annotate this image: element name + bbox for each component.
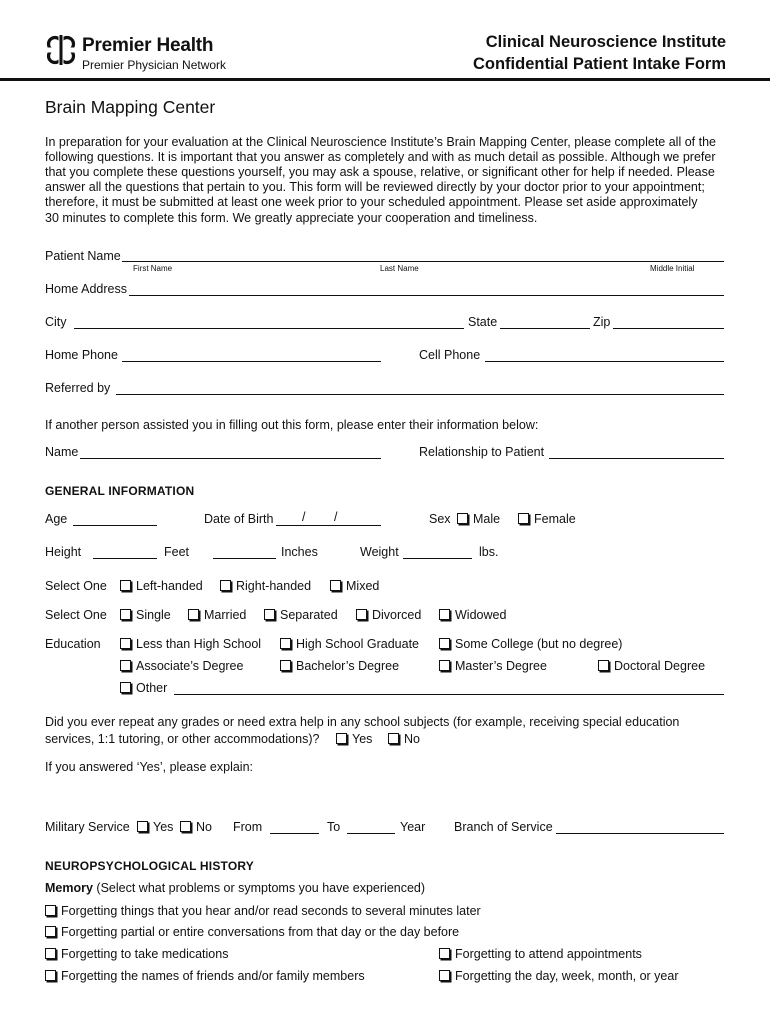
option-label: Mixed <box>346 579 380 593</box>
cell-phone-label: Cell Phone <box>419 348 481 362</box>
military-to-field[interactable] <box>347 833 395 834</box>
option-label: Associate’s Degree <box>136 659 244 673</box>
weight-field[interactable] <box>403 558 472 559</box>
patient-name-field[interactable] <box>122 261 724 262</box>
option-label: Right-handed <box>236 579 312 593</box>
intro-line: that you complete these questions yourself, you may ask a spouse, relative, or significant other for help if needed. Please <box>45 165 715 179</box>
memory-label: Memory <box>45 881 93 895</box>
city-field[interactable] <box>74 328 464 329</box>
checkbox-icon[interactable] <box>120 609 131 620</box>
option-label: No <box>404 732 420 746</box>
inches-label: Inches <box>281 545 318 559</box>
referred-by-field[interactable] <box>116 394 724 395</box>
form-title-line2: Confidential Patient Intake Form <box>472 55 726 73</box>
checkbox-icon[interactable] <box>220 580 231 591</box>
checkbox-icon[interactable] <box>120 638 131 649</box>
assistant-name-label: Name <box>45 445 79 459</box>
checkbox-icon[interactable] <box>45 905 56 916</box>
home-phone-field[interactable] <box>122 361 381 362</box>
checkbox-icon[interactable] <box>439 970 450 981</box>
memory-note: (Select what problems or symptoms you have experienced) <box>96 881 426 895</box>
school-question-line2: services, 1:1 tutoring, or other accommodations)? <box>45 732 320 746</box>
height-inches-field[interactable] <box>213 558 276 559</box>
memory-item[interactable] <box>45 947 228 961</box>
education-other-field[interactable] <box>174 694 724 695</box>
checkbox-icon[interactable] <box>120 660 131 671</box>
branch-of-service-field[interactable] <box>556 833 724 834</box>
military-yes-option[interactable] <box>137 820 173 834</box>
option-label: Single <box>136 608 171 622</box>
checkbox-icon[interactable] <box>439 660 450 671</box>
sex-female-option[interactable] <box>518 512 576 526</box>
intro-line: following questions. It is important that you answer as completely and with as much detail as possible. Although we prefer <box>45 150 716 164</box>
option-label: Forgetting the day, week, month, or year <box>455 969 679 983</box>
mixed-handed-option[interactable] <box>330 579 379 593</box>
option-label: Forgetting to attend appointments <box>455 947 642 961</box>
checkbox-icon[interactable] <box>439 638 450 649</box>
option-label: Divorced <box>372 608 422 622</box>
option-label: Widowed <box>455 608 507 622</box>
widowed-option[interactable] <box>439 608 506 622</box>
branch-of-service-label: Branch of Service <box>454 820 553 834</box>
marital-label: Select One <box>45 608 107 622</box>
education-option-bachelors[interactable] <box>280 659 399 673</box>
assistant-name-field[interactable] <box>80 458 381 459</box>
sex-male-option[interactable] <box>457 512 500 526</box>
memory-item[interactable] <box>439 947 642 961</box>
checkbox-icon[interactable] <box>439 948 450 959</box>
option-label: Male <box>473 512 501 526</box>
single-option[interactable] <box>120 608 171 622</box>
intro-line: therefore, it must be submitted at least one week prior to your scheduled appointment. Please set aside approximately <box>45 195 698 209</box>
checkbox-icon[interactable] <box>457 513 468 524</box>
sex-label: Sex <box>429 512 451 526</box>
education-option-masters[interactable] <box>439 659 547 673</box>
education-option-doctoral[interactable] <box>598 659 705 673</box>
network-name: Premier Physician Network <box>82 58 227 72</box>
dob-field[interactable] <box>276 525 381 526</box>
feet-label: Feet <box>164 545 190 559</box>
relationship-field[interactable] <box>549 458 724 459</box>
option-label: Forgetting to take medications <box>61 947 229 961</box>
home-address-field[interactable] <box>129 295 724 296</box>
dob-label: Date of Birth <box>204 512 274 526</box>
option-label: High School Graduate <box>296 637 419 651</box>
option-label: Separated <box>280 608 338 622</box>
referred-by-label: Referred by <box>45 381 111 395</box>
header-divider <box>0 78 770 81</box>
height-label: Height <box>45 545 82 559</box>
checkbox-icon[interactable] <box>180 821 191 832</box>
separated-option[interactable] <box>264 608 338 622</box>
school-question-line1: Did you ever repeat any grades or need extra help in any school subjects (for example, receiving special education <box>45 715 680 729</box>
first-name-caption: First Name <box>133 264 173 273</box>
checkbox-icon[interactable] <box>330 580 341 591</box>
checkbox-icon[interactable] <box>264 609 275 620</box>
option-label: Left-handed <box>136 579 203 593</box>
assistant-prompt: If another person assisted you in filling out this form, please enter their information below: <box>45 418 539 432</box>
option-label: Master’s Degree <box>455 659 547 673</box>
left-handed-option[interactable] <box>120 579 203 593</box>
option-label: Less than High School <box>136 637 262 651</box>
education-option-high-school-graduate[interactable] <box>280 637 419 651</box>
option-label: Yes <box>352 732 373 746</box>
zip-field[interactable] <box>613 328 724 329</box>
school-no-option[interactable] <box>388 732 420 746</box>
general-information-heading: GENERAL INFORMATION <box>45 484 195 498</box>
age-label: Age <box>45 512 68 526</box>
option-label: Forgetting the names of friends and/or family members <box>61 969 365 983</box>
checkbox-icon[interactable] <box>45 926 56 937</box>
military-no-option[interactable] <box>180 820 212 834</box>
zip-label: Zip <box>593 315 611 329</box>
checkbox-icon[interactable] <box>120 682 131 693</box>
home-phone-label: Home Phone <box>45 348 118 362</box>
military-from-field[interactable] <box>270 833 319 834</box>
intro-line: 30 minutes to complete this form. We greatly appreciate your cooperation and timeliness. <box>45 211 538 225</box>
weight-label: Weight <box>360 545 399 559</box>
middle-initial-caption: Middle Initial <box>650 264 695 273</box>
option-label: Forgetting things that you hear and/or read seconds to several minutes later <box>61 904 481 918</box>
option-label: Some College (but no degree) <box>455 637 623 651</box>
home-address-label: Home Address <box>45 282 127 296</box>
brand-name: Premier Health <box>82 35 214 56</box>
education-option-less-than-high-school[interactable] <box>120 637 261 651</box>
checkbox-icon[interactable] <box>388 733 399 744</box>
option-label: Yes <box>153 820 174 834</box>
checkbox-icon[interactable] <box>120 580 131 591</box>
checkbox-icon[interactable] <box>356 609 367 620</box>
premier-health-logo-icon <box>44 33 78 67</box>
handedness-label: Select One <box>45 579 107 593</box>
checkbox-icon[interactable] <box>188 609 199 620</box>
checkbox-icon[interactable] <box>45 948 56 959</box>
option-label: Doctoral Degree <box>614 659 706 673</box>
state-label: State <box>468 315 498 329</box>
option-label: Bachelor’s Degree <box>296 659 400 673</box>
school-explain-label: If you answered ‘Yes’, please explain: <box>45 760 254 774</box>
city-label: City <box>45 315 67 329</box>
page-title: Brain Mapping Center <box>45 97 216 117</box>
memory-heading <box>45 881 425 895</box>
divorced-option[interactable] <box>356 608 421 622</box>
option-label: Married <box>204 608 247 622</box>
state-field[interactable] <box>500 328 590 329</box>
option-label: No <box>196 820 212 834</box>
education-option-associates[interactable] <box>120 659 243 673</box>
military-year-label: Year <box>400 820 426 834</box>
memory-item[interactable] <box>45 969 365 983</box>
married-option[interactable] <box>188 608 246 622</box>
option-label: Female <box>534 512 576 526</box>
military-service-label: Military Service <box>45 820 130 834</box>
intro-line: In preparation for your evaluation at the Clinical Neuroscience Institute’s Brain Mapping Center, please complete all of the <box>45 135 716 149</box>
option-label: Other <box>136 681 168 695</box>
checkbox-icon[interactable] <box>45 970 56 981</box>
dob-slash: / <box>302 510 306 524</box>
military-to-label: To <box>327 820 341 834</box>
right-handed-option[interactable] <box>220 579 311 593</box>
education-label: Education <box>45 637 101 651</box>
checkbox-icon[interactable] <box>280 638 291 649</box>
checkbox-icon[interactable] <box>336 733 347 744</box>
neuropsychological-history-heading: NEUROPSYCHOLOGICAL HISTORY <box>45 859 255 873</box>
education-option-some-college[interactable] <box>439 637 622 651</box>
intro-line: answer all the questions that pertain to you. This form will be reviewed directly by your doctor prior to your appointment; <box>45 180 705 194</box>
memory-item[interactable] <box>439 969 679 983</box>
memory-item[interactable] <box>45 904 481 918</box>
patient-name-label: Patient Name <box>45 249 121 263</box>
height-feet-field[interactable] <box>93 558 157 559</box>
lbs-label: lbs. <box>479 545 499 559</box>
option-label: Forgetting partial or entire conversations from that day or the day before <box>61 925 460 939</box>
military-from-label: From <box>233 820 263 834</box>
form-title-line1: Clinical Neuroscience Institute <box>485 33 726 51</box>
checkbox-icon[interactable] <box>137 821 148 832</box>
education-option-other[interactable] <box>120 681 167 695</box>
age-field[interactable] <box>73 525 157 526</box>
checkbox-icon[interactable] <box>518 513 529 524</box>
relationship-label: Relationship to Patient <box>419 445 545 459</box>
school-yes-option[interactable] <box>336 732 372 746</box>
cell-phone-field[interactable] <box>485 361 724 362</box>
checkbox-icon[interactable] <box>598 660 609 671</box>
checkbox-icon[interactable] <box>439 609 450 620</box>
checkbox-icon[interactable] <box>280 660 291 671</box>
last-name-caption: Last Name <box>380 264 419 273</box>
dob-slash: / <box>334 510 338 524</box>
memory-item[interactable] <box>45 925 459 939</box>
